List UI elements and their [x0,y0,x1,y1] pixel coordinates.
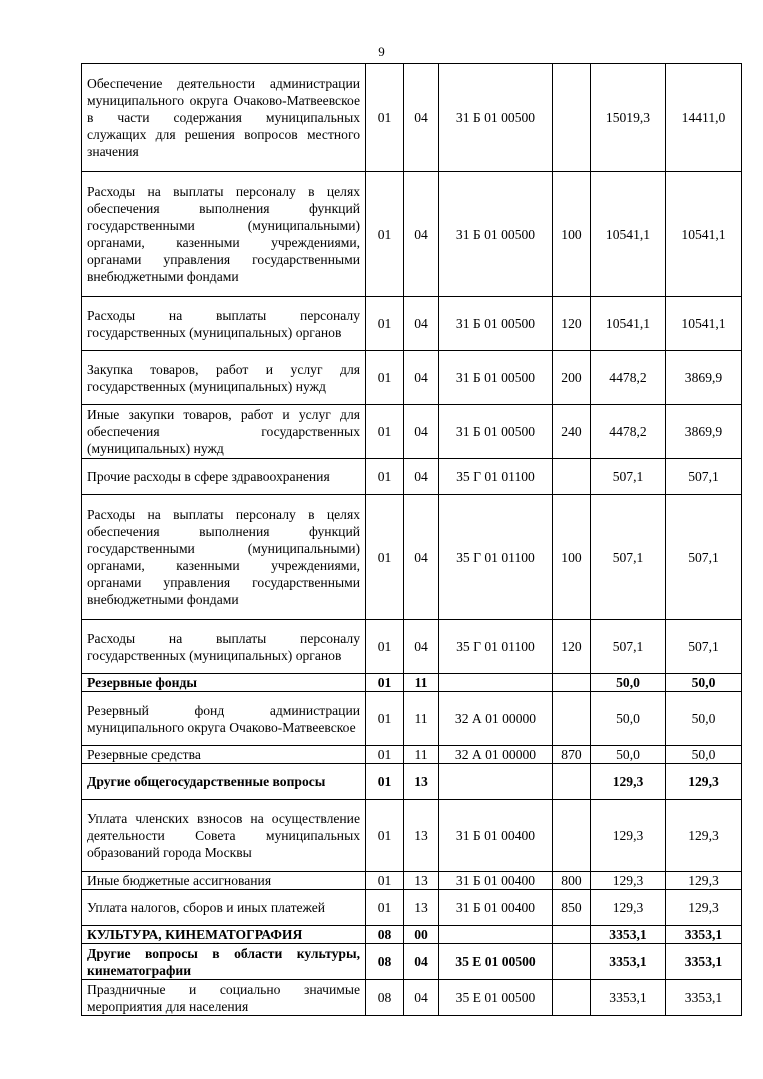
target-article-code: 31 Б 01 00500 [439,64,553,172]
expense-type-code [553,64,591,172]
amount-year-2: 129,3 [666,872,742,890]
amount-year-2: 129,3 [666,800,742,872]
expense-type-code [553,692,591,746]
amount-year-1: 3353,1 [591,980,666,1016]
section-code: 01 [366,800,404,872]
expense-type-code [553,926,591,944]
expense-type-code [553,764,591,800]
amount-year-1: 3353,1 [591,944,666,980]
table-row [82,926,742,944]
line-item-name: Резервный фонд администрации муниципального округа Очаково-Матвеевское [82,692,366,746]
table-row [82,872,742,890]
line-item-name: Резервные средства [82,746,366,764]
subsection-code: 13 [404,872,439,890]
amount-year-2: 507,1 [666,495,742,620]
budget-table [81,63,742,1016]
target-article-code: 35 Е 01 00500 [439,980,553,1016]
amount-year-1: 3353,1 [591,926,666,944]
amount-year-1: 129,3 [591,872,666,890]
section-code: 01 [366,297,404,351]
amount-year-2: 507,1 [666,620,742,674]
line-item-name: КУЛЬТУРА, КИНЕМАТОГРАФИЯ [82,926,366,944]
table-row [82,764,742,800]
line-item-name: Иные бюджетные ассигнования [82,872,366,890]
subsection-code: 04 [404,944,439,980]
amount-year-2: 14411,0 [666,64,742,172]
target-article-code: 31 Б 01 00500 [439,405,553,459]
target-article-code: 35 Г 01 01100 [439,459,553,495]
amount-year-2: 50,0 [666,746,742,764]
expense-type-code: 120 [553,620,591,674]
subsection-code: 04 [404,64,439,172]
line-item-name: Расходы на выплаты персоналу государственных (муниципальных) органов [82,297,366,351]
table-row [82,674,742,692]
expense-type-code: 120 [553,297,591,351]
target-article-code: 32 А 01 00000 [439,746,553,764]
line-item-name: Расходы на выплаты персоналу в целях обеспечения выполнения функций государственными (муниципальными) органами, казенными учреждениями, органами управления государственными внебюджетными фондами [82,495,366,620]
amount-year-1: 507,1 [591,459,666,495]
subsection-code: 11 [404,746,439,764]
section-code: 01 [366,64,404,172]
amount-year-2: 10541,1 [666,297,742,351]
target-article-code [439,764,553,800]
amount-year-1: 10541,1 [591,297,666,351]
amount-year-2: 50,0 [666,692,742,746]
expense-type-code: 850 [553,890,591,926]
amount-year-1: 50,0 [591,674,666,692]
amount-year-2: 3353,1 [666,926,742,944]
expense-type-code: 870 [553,746,591,764]
table-row [82,495,742,620]
line-item-name: Прочие расходы в сфере здравоохранения [82,459,366,495]
target-article-code: 31 Б 01 00400 [439,872,553,890]
line-item-name: Праздничные и социально значимые мероприятия для населения [82,980,366,1016]
amount-year-1: 507,1 [591,495,666,620]
page-number: 9 [378,44,385,59]
table-row [82,620,742,674]
target-article-code: 35 Г 01 01100 [439,495,553,620]
target-article-code: 31 Б 01 00400 [439,890,553,926]
subsection-code: 13 [404,890,439,926]
section-code: 01 [366,620,404,674]
subsection-code: 04 [404,495,439,620]
expense-type-code [553,800,591,872]
subsection-code: 04 [404,405,439,459]
target-article-code: 31 Б 01 00400 [439,800,553,872]
table-row [82,172,742,297]
subsection-code: 04 [404,297,439,351]
table-row [82,692,742,746]
subsection-code: 13 [404,764,439,800]
target-article-code: 31 Б 01 00500 [439,172,553,297]
section-code: 01 [366,890,404,926]
expense-type-code: 200 [553,351,591,405]
table-row [82,800,742,872]
expense-type-code: 100 [553,495,591,620]
section-code: 01 [366,351,404,405]
section-code: 01 [366,495,404,620]
target-article-code: 35 Г 01 01100 [439,620,553,674]
amount-year-2: 129,3 [666,890,742,926]
section-code: 01 [366,746,404,764]
amount-year-1: 129,3 [591,890,666,926]
expense-type-code: 100 [553,172,591,297]
subsection-code: 11 [404,692,439,746]
line-item-name: Уплата членских взносов на осуществление деятельности Совета муниципальных образований города Москвы [82,800,366,872]
table-row [82,944,742,980]
section-code: 01 [366,872,404,890]
line-item-name: Расходы на выплаты персоналу государственных (муниципальных) органов [82,620,366,674]
subsection-code: 04 [404,620,439,674]
amount-year-2: 50,0 [666,674,742,692]
expense-type-code [553,944,591,980]
table-row [82,351,742,405]
amount-year-2: 10541,1 [666,172,742,297]
expense-type-code [553,459,591,495]
table-row [82,980,742,1016]
amount-year-1: 4478,2 [591,351,666,405]
expense-type-code [553,674,591,692]
section-code: 01 [366,459,404,495]
amount-year-2: 129,3 [666,764,742,800]
section-code: 01 [366,172,404,297]
amount-year-1: 129,3 [591,800,666,872]
target-article-code [439,926,553,944]
line-item-name: Расходы на выплаты персоналу в целях обеспечения выполнения функций государственными (муниципальными) органами, казенными учреждениями, органами управления государственными внебюджетными фондами [82,172,366,297]
amount-year-2: 3353,1 [666,980,742,1016]
target-article-code: 32 А 01 00000 [439,692,553,746]
line-item-name: Другие вопросы в области культуры, кинематографии [82,944,366,980]
amount-year-1: 50,0 [591,692,666,746]
line-item-name: Закупка товаров, работ и услуг для государственных (муниципальных) нужд [82,351,366,405]
section-code: 08 [366,926,404,944]
subsection-code: 00 [404,926,439,944]
table-row [82,746,742,764]
subsection-code: 11 [404,674,439,692]
table-row [82,297,742,351]
subsection-code: 04 [404,172,439,297]
line-item-name: Уплата налогов, сборов и иных платежей [82,890,366,926]
section-code: 01 [366,405,404,459]
expense-type-code [553,980,591,1016]
section-code: 08 [366,944,404,980]
amount-year-1: 4478,2 [591,405,666,459]
table-row [82,459,742,495]
target-article-code [439,674,553,692]
subsection-code: 04 [404,351,439,405]
amount-year-1: 10541,1 [591,172,666,297]
amount-year-1: 50,0 [591,746,666,764]
line-item-name: Иные закупки товаров, работ и услуг для обеспечения государственных (муниципальных) нужд [82,405,366,459]
amount-year-2: 3353,1 [666,944,742,980]
target-article-code: 35 Е 01 00500 [439,944,553,980]
table-row [82,890,742,926]
table-row [82,64,742,172]
line-item-name: Резервные фонды [82,674,366,692]
line-item-name: Обеспечение деятельности администрации муниципального округа Очаково-Матвеевское в части содержания муниципальных служащих для решения вопросов местного значения [82,64,366,172]
table-row [82,405,742,459]
section-code: 01 [366,764,404,800]
expense-type-code: 240 [553,405,591,459]
target-article-code: 31 Б 01 00500 [439,351,553,405]
section-code: 08 [366,980,404,1016]
section-code: 01 [366,692,404,746]
section-code: 01 [366,674,404,692]
amount-year-1: 507,1 [591,620,666,674]
subsection-code: 04 [404,980,439,1016]
amount-year-1: 129,3 [591,764,666,800]
line-item-name: Другие общегосударственные вопросы [82,764,366,800]
amount-year-2: 3869,9 [666,351,742,405]
target-article-code: 31 Б 01 00500 [439,297,553,351]
amount-year-2: 3869,9 [666,405,742,459]
amount-year-2: 507,1 [666,459,742,495]
expense-type-code: 800 [553,872,591,890]
amount-year-1: 15019,3 [591,64,666,172]
table-body [82,64,742,1016]
subsection-code: 04 [404,459,439,495]
subsection-code: 13 [404,800,439,872]
